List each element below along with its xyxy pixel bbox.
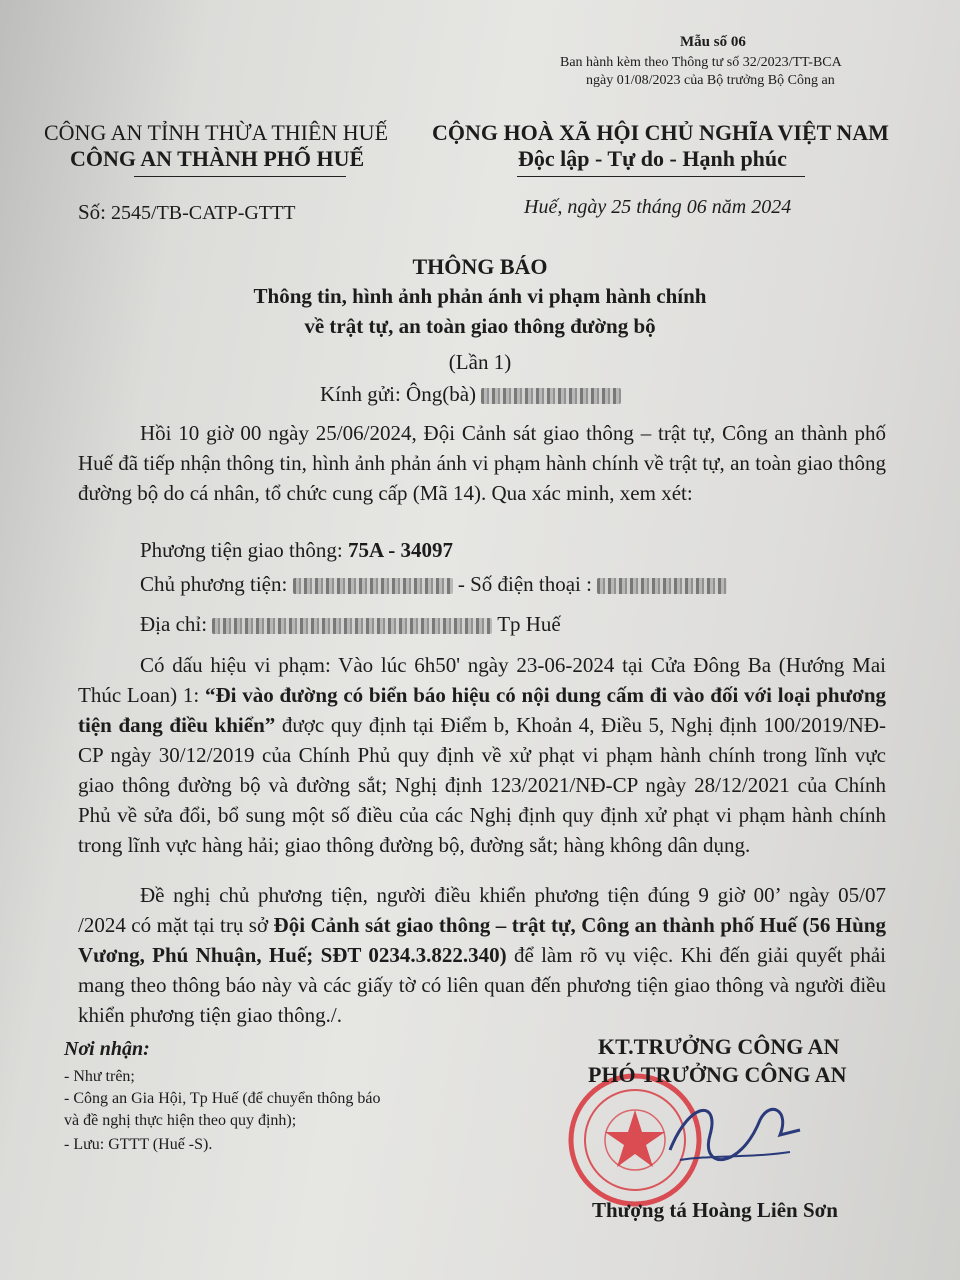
place-date: Huế, ngày 25 tháng 06 năm 2024 [524,196,792,218]
document-subtitle: về trật tự, an toàn giao thông đường bộ [304,314,656,338]
signature-subtitle: PHÓ TRƯỞNG CÔNG AN [588,1062,847,1087]
signature-title: KT.TRƯỞNG CÔNG AN [598,1034,840,1059]
vehicle-field [140,538,453,563]
recipients-title: Nơi nhận: [64,1038,150,1060]
owner-label: Chủ phương tiện: [140,572,288,596]
request-paragraph: Đề nghị chủ phương tiện, người điều khiển phương tiện đúng 9 giờ 00’ ngày 05/07 /2024 có mặt tại trụ sở Đội Cảnh sát giao thông – trật tự, Công an thành phố Huế (56 Hùng Vương, Phú Nhuận, Huế; SĐT 0234.3.822.340) để làm rõ vụ việc. Khi đến giải quyết phải mang theo thông báo này và các giấy tờ có liên quan đến phương tiện giao thông và người điều khiển phương tiện giao thông./. [78,883,886,1027]
violation-paragraph: Có dấu hiệu vi phạm: Vào lúc 6h50' ngày 23-06-2024 tại Cửa Đông Ba (Hướng Mai Thúc Loan) 1: “Đi vào đường có biển báo hiệu có nội dung cấm đi vào đối với loại phương tiện đang điều khiển” được quy định tại Điểm b, Khoản 4, Điều 5, Nghị định 100/2019/NĐ-CP ngày 30/12/2019 của Chính Phủ quy định về xử phạt vi phạm hành chính trong lĩnh vực giao thông đường bộ và đường sắt; Nghị định 123/2021/NĐ-CP ngày 28/12/2021 của Chính Phủ về sửa đổi, bổ sung một số điều của các Nghị định quy định xử phạt vi phạm hành chính trong lĩnh vực hàng hải; giao thông đường bộ, đường sắt; hàng không dân dụng. [78,653,886,857]
vehicle-label: Phương tiện giao thông: [140,538,343,562]
redacted-owner [293,578,453,594]
address-city: Tp Huế [497,612,561,636]
national-motto: Độc lập - Tự do - Hạnh phúc [518,146,787,171]
salutation [320,382,621,407]
redacted-address [212,618,492,634]
phone-label: - Số điện thoại : [457,572,592,596]
body-paragraph: Hồi 10 giờ 00 ngày 25/06/2024, Đội Cảnh sát giao thông – trật tự, Công an thành phố Huế đã tiếp nhận thông tin, hình ảnh phản ánh vi phạm hành chính về trật tự, an toàn giao thông đường bộ do cá nhân, tổ chức cung cấp (Mã 14). Qua xác minh, xem xét: [78,421,886,505]
owner-field [140,572,727,597]
recipient-item: và đề nghị thực hiện theo quy định); [64,1112,297,1129]
violation-description: “Đi vào đường có biển báo hiệu có nội dung cấm đi vào đối với loại phương tiện đang điều khiển” [78,683,886,737]
document-title: THÔNG BÁO [412,254,548,279]
address-label: Địa chỉ: [140,612,208,636]
form-number: Mẫu số 06 [680,34,746,50]
handwritten-signature [650,1080,810,1180]
document-number [78,200,295,225]
agency-parent: CÔNG AN TỈNH THỪA THIÊN HUẾ [44,120,389,145]
redacted-phone [597,578,727,594]
recipient-item: - Công an Gia Hội, Tp Huế (để chuyển thông báo [64,1090,381,1107]
document-number-value: 2545/TB-CATP-GTTT [111,202,296,224]
recipient-item: - Như trên; [64,1068,135,1085]
nation-title: CỘNG HOÀ XÃ HỘI CHỦ NGHĨA VIỆT NAM [432,120,889,145]
form-issued-line: ngày 01/08/2023 của Bộ trưởng Bộ Công an [586,73,835,88]
signer-name: Thượng tá Hoàng Liên Sơn [592,1198,838,1222]
salutation-label: Kính gửi: Ông(bà) [320,382,477,406]
agency-name: CÔNG AN THÀNH PHỐ HUẾ [70,146,365,171]
vehicle-plate: 75A - 34097 [347,538,453,562]
address-field [140,612,561,637]
divider [517,176,805,177]
office-address: Đội Cảnh sát giao thông – trật tự, Công an thành phố Huế (56 Hùng Vương, Phú Nhuận, Huế; SĐT 0234.3.822.340) [78,913,886,967]
divider [134,176,346,177]
document-number-label: Số: [78,200,107,224]
recipient-item: - Lưu: GTTT (Huế -S). [64,1136,213,1153]
document-subtitle: Thông tin, hình ảnh phản ánh vi phạm hành chính [253,284,707,308]
redacted-name [481,388,621,404]
notice-count: (Lần 1) [448,350,512,374]
form-issued-line: Ban hành kèm theo Thông tư số 32/2023/TT-BCA [560,55,842,70]
